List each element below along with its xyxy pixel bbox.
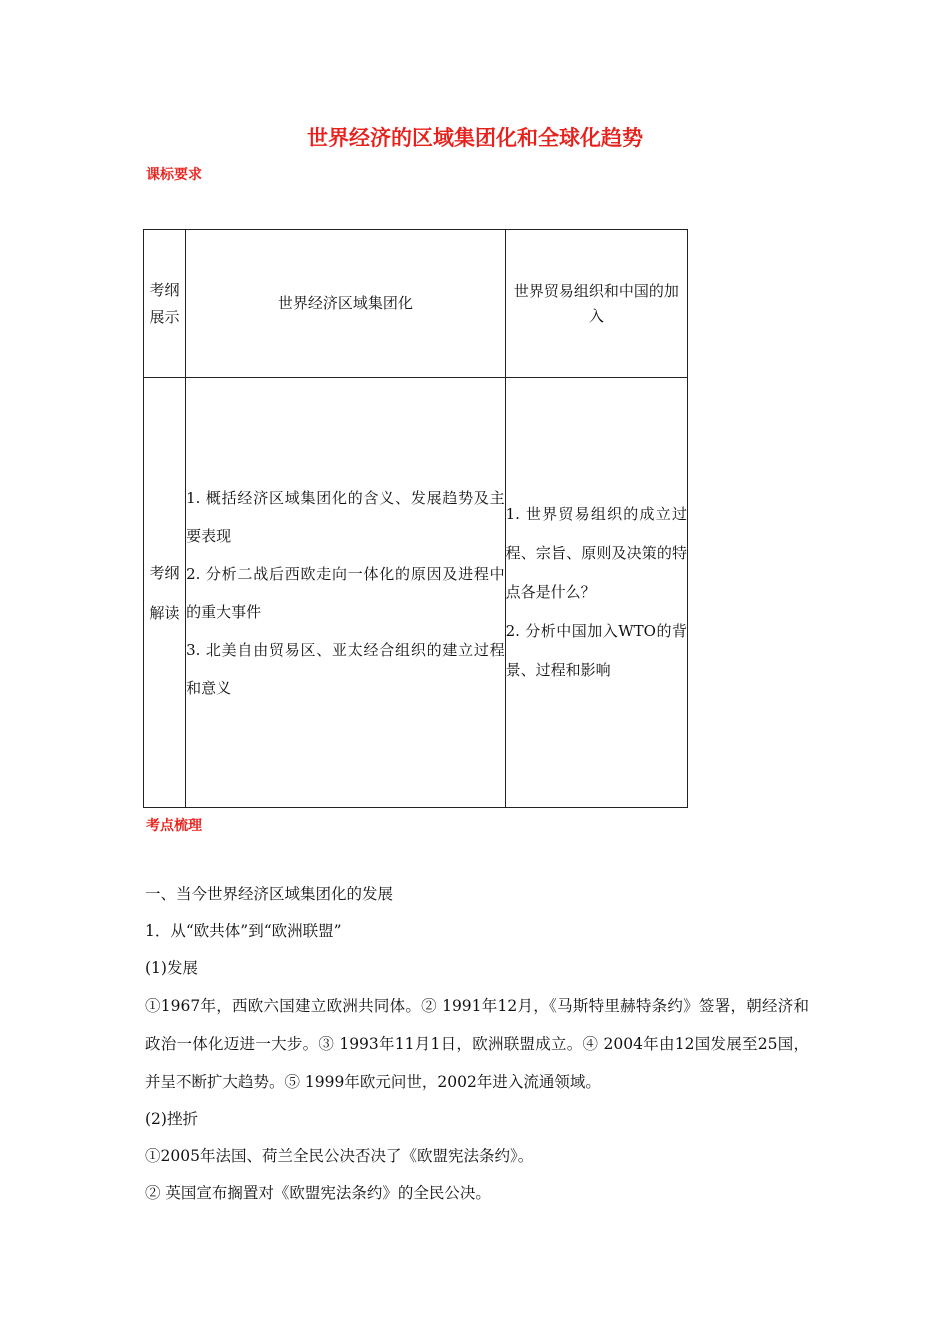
heading-level1: 一、当今世界经济区域集团化的发展 — [145, 885, 394, 903]
paragraph-setback-2: ② 英国宣布搁置对《欧盟宪法条约》的全民公决。 — [145, 1184, 491, 1202]
syllabus-table — [143, 229, 688, 808]
content-body — [145, 876, 809, 1212]
row-label-display: 考纲展示 — [144, 230, 186, 378]
list-item: 2. 分析中国加入WTO的背景、过程和影响 — [505, 622, 687, 679]
heading-level2: 1．从“欧共体”到“欧洲联盟” — [145, 922, 342, 940]
list-item: 3. 北美自由贸易区、亚太经合组织的建立过程和意义 — [186, 640, 505, 697]
page-title: 世界经济的区域集团化和全球化趋势 — [307, 126, 643, 150]
table-row — [144, 230, 688, 378]
section-heading-keypoints: 考点梳理 — [146, 818, 202, 834]
subheading-setback: (2)挫折 — [145, 1110, 198, 1128]
paragraph-setback-1: ①2005年法国、荷兰全民公决否决了《欧盟宪法条约》。 — [145, 1147, 534, 1165]
list-item: 1. 概括经济区域集团化的含义、发展趋势及主要表现 — [186, 488, 505, 545]
interpretation-wto — [505, 378, 687, 808]
section-heading-curriculum: 课标要求 — [146, 167, 202, 183]
list-item: 1. 世界贸易组织的成立过程、宗旨、原则及决策的特点各是什么？ — [505, 505, 687, 601]
row-label-interpretation: 考纲解读 — [144, 378, 186, 808]
subheading-development: (1)发展 — [145, 959, 198, 977]
column-header-wto: 世界贸易组织和中国的加入 — [505, 230, 687, 378]
table-row — [144, 378, 688, 808]
paragraph-development: ①1967年，西欧六国建立欧洲共同体。② 1991年12月，《马斯特里赫特条约》签署，朝经济和政治一体化迈进一大步。③ 1993年11月1日，欧洲联盟成立。④ 2004年由12国发展至25国，并呈不断扩大趋势。⑤ 1999年欧元问世，2002年进入流通领域。 — [145, 997, 809, 1091]
list-item: 2. 分析二战后西欧走向一体化的原因及进程中的重大事件 — [186, 564, 505, 621]
interpretation-regional — [186, 378, 506, 808]
column-header-regional: 世界经济区域集团化 — [186, 230, 506, 378]
